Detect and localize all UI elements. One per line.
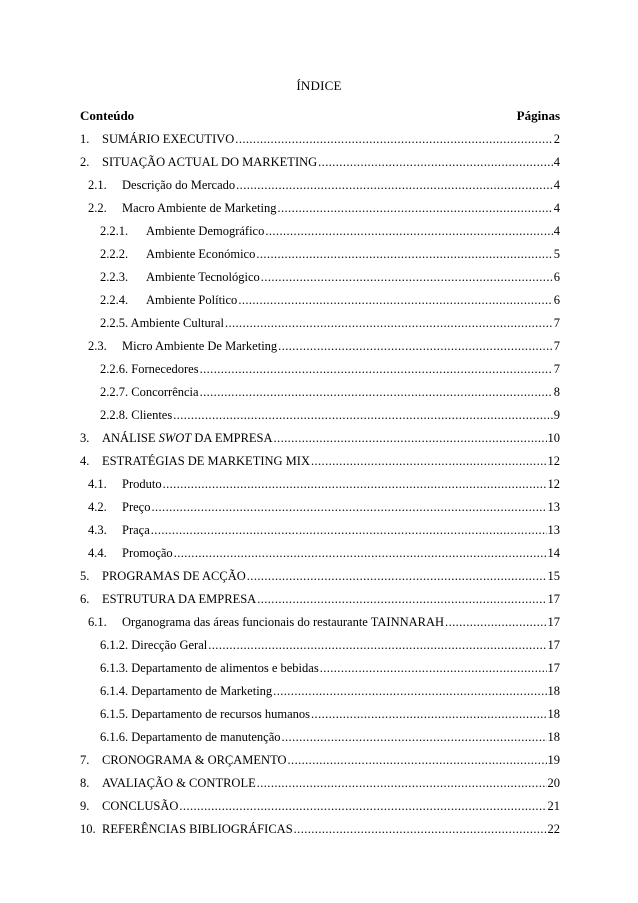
toc-entry-title	[102, 795, 178, 818]
toc-entry-title-text: ESTRUTURA DA EMPRESA	[102, 592, 257, 606]
toc-entry-title-text: Ambiente Tecnológico	[146, 270, 260, 284]
toc-dot-leader	[179, 795, 546, 818]
toc-dot-leader	[236, 174, 553, 197]
toc-entry-title	[122, 611, 444, 634]
toc-entry-title-text: CONCLUSÃO	[102, 799, 179, 813]
toc-entry-title	[100, 726, 281, 749]
toc-entry-title	[122, 335, 277, 358]
toc-entry-page: 22	[547, 822, 560, 836]
toc-dot-leader	[208, 634, 546, 657]
index-title: ÍNDICE	[296, 78, 342, 93]
toc-entry-number: 2.2.	[88, 201, 107, 215]
toc-entry-title	[122, 519, 150, 542]
toc-entry-page: 2	[553, 132, 560, 146]
toc-dot-leader	[173, 404, 553, 427]
toc-entry[interactable]	[80, 565, 560, 588]
toc-entry-title-text: Micro Ambiente De Marketing	[122, 339, 278, 353]
toc-entry-page: 6	[553, 293, 560, 307]
toc-entry-title-text: 6.1.2. Direcção Geral	[100, 638, 208, 652]
toc-entry[interactable]	[80, 818, 560, 841]
toc-entry-page: 10	[547, 431, 560, 445]
toc-entry-title	[102, 818, 293, 841]
toc-entry-number: 2.2.4.	[100, 293, 129, 307]
toc-entry[interactable]	[80, 128, 560, 151]
toc-dot-leader	[274, 427, 547, 450]
toc-dot-leader	[265, 220, 552, 243]
toc-entry-title-text: 6.1.3. Departamento de alimentos e bebidas	[100, 661, 319, 675]
toc-entry-title	[100, 312, 224, 335]
toc-dot-leader	[288, 749, 547, 772]
toc-entry-number: 6.1.	[88, 615, 107, 629]
toc-entry-title-text-suffix: DA EMPRESA	[191, 431, 273, 445]
toc-entry-title-text: REFERÊNCIAS BIBLIOGRÁFICAS	[102, 822, 293, 836]
toc-entry-number: 2.2.2.	[100, 247, 129, 261]
toc-entry[interactable]	[80, 772, 560, 795]
toc-dot-leader	[278, 335, 553, 358]
toc-entry-title	[122, 174, 235, 197]
toc-entry[interactable]	[80, 174, 560, 197]
toc-entry[interactable]	[80, 588, 560, 611]
toc-dot-leader	[311, 703, 546, 726]
toc-dot-leader	[261, 266, 553, 289]
toc-entry-title-text: 6.1.4. Departamento de Marketing	[100, 684, 273, 698]
toc-entry-page: 7	[553, 316, 560, 330]
toc-entry-page: 15	[547, 569, 560, 583]
toc-entry[interactable]	[80, 703, 560, 726]
toc-entry-title-text: Ambiente Económico	[146, 247, 256, 261]
toc-entry-page: 21	[547, 799, 560, 813]
toc-entry[interactable]	[80, 611, 560, 634]
toc-entry-page: 13	[547, 523, 560, 537]
toc-entry-title-text: PROGRAMAS DE ACÇÃO	[102, 569, 246, 583]
toc-entry-page: 13	[547, 500, 560, 514]
toc-entry[interactable]	[80, 496, 560, 519]
toc-entry-title-text: Preço	[122, 500, 151, 514]
toc-entry[interactable]	[80, 151, 560, 174]
toc-entry-page: 7	[553, 362, 560, 376]
toc-entry-number: 2.1.	[88, 178, 107, 192]
toc-entry-number: 1.	[80, 132, 90, 146]
toc-dot-leader	[200, 358, 553, 381]
toc-entry-title-text: Praça	[122, 523, 150, 537]
toc-dot-leader	[235, 128, 552, 151]
toc-entry-page: 17	[547, 615, 560, 629]
toc-dot-leader	[151, 519, 547, 542]
toc-entry-title-text: ANÁLISE	[102, 431, 159, 445]
toc-entry-title	[102, 128, 234, 151]
toc-entry[interactable]	[80, 795, 560, 818]
toc-entry-title	[100, 634, 207, 657]
table-of-contents	[80, 128, 560, 841]
toc-entry-title	[146, 243, 255, 266]
toc-entry-title	[146, 266, 260, 289]
toc-dot-leader	[200, 381, 553, 404]
toc-entry-title	[122, 542, 173, 565]
toc-entry[interactable]	[80, 404, 560, 427]
toc-dot-leader	[294, 818, 547, 841]
toc-entry-page: 19	[547, 753, 560, 767]
toc-entry-page: 20	[547, 776, 560, 790]
toc-entry[interactable]	[80, 634, 560, 657]
toc-entry-page: 12	[547, 477, 560, 491]
toc-entry-number: 7.	[80, 753, 90, 767]
toc-entry-title-text: 2.2.8. Clientes	[100, 408, 173, 422]
toc-dot-leader	[225, 312, 553, 335]
toc-entry-page: 4	[553, 155, 560, 169]
toc-entry[interactable]	[80, 358, 560, 381]
toc-entry[interactable]	[80, 312, 560, 335]
toc-entry-title	[102, 588, 256, 611]
toc-entry-page: 9	[553, 408, 560, 422]
toc-entry-title	[102, 151, 317, 174]
toc-entry-title-text: Organograma das áreas funcionais do restaurante TAINNARAH	[122, 615, 445, 629]
toc-entry-page: 7	[553, 339, 560, 353]
toc-dot-leader	[174, 542, 547, 565]
toc-entry-page: 18	[547, 730, 560, 744]
pages-label: Páginas	[516, 108, 560, 123]
toc-entry-title-text: SITUAÇÃO ACTUAL DO MARKETING	[102, 155, 318, 169]
toc-dot-leader	[256, 243, 552, 266]
toc-entry[interactable]	[80, 519, 560, 542]
toc-entry-page: 12	[547, 454, 560, 468]
toc-entry[interactable]	[80, 243, 560, 266]
toc-entry-title-text: Ambiente Político	[146, 293, 238, 307]
toc-dot-leader	[311, 450, 547, 473]
toc-entry[interactable]	[80, 220, 560, 243]
toc-entry-title-text: 6.1.5. Departamento de recursos humanos	[100, 707, 311, 721]
toc-entry-number: 4.3.	[88, 523, 107, 537]
toc-entry-number: 4.	[80, 454, 90, 468]
toc-entry-page: 8	[553, 385, 560, 399]
toc-entry-page: 18	[547, 707, 560, 721]
toc-entry-title-text: 2.2.5. Ambiente Cultural	[100, 316, 224, 330]
toc-entry-title	[102, 749, 287, 772]
toc-entry[interactable]	[80, 473, 560, 496]
toc-entry-page: 4	[553, 178, 560, 192]
toc-entry-number: 3.	[80, 431, 90, 445]
toc-dot-leader	[238, 289, 552, 312]
toc-entry-number: 4.2.	[88, 500, 107, 514]
toc-entry-title	[146, 220, 264, 243]
toc-dot-leader	[247, 565, 547, 588]
toc-dot-leader	[151, 496, 546, 519]
toc-entry-title	[102, 427, 273, 450]
toc-entry[interactable]	[80, 427, 560, 450]
toc-entry-title-text: Descrição do Mercado	[122, 178, 236, 192]
toc-dot-leader	[257, 772, 547, 795]
toc-entry-title	[102, 772, 256, 795]
toc-entry-title	[146, 289, 237, 312]
toc-entry[interactable]	[80, 266, 560, 289]
toc-entry-title	[100, 381, 199, 404]
toc-entry-page: 14	[547, 546, 560, 560]
toc-entry[interactable]	[80, 289, 560, 312]
toc-entry-title-text: Promoção	[122, 546, 173, 560]
toc-dot-leader	[273, 680, 546, 703]
toc-entry-title-emphasis: SWOT	[158, 431, 192, 445]
toc-entry-title-text: Ambiente Demográfico	[146, 224, 265, 238]
toc-entry-page: 6	[553, 270, 560, 284]
toc-entry-page: 17	[547, 661, 560, 675]
toc-entry-page: 17	[547, 592, 560, 606]
toc-entry-number: 5.	[80, 569, 90, 583]
toc-dot-leader	[318, 151, 553, 174]
toc-entry-number: 2.2.1.	[100, 224, 129, 238]
toc-entry-number: 4.1.	[88, 477, 107, 491]
toc-entry-title	[100, 703, 310, 726]
toc-entry-page: 17	[547, 638, 560, 652]
toc-entry[interactable]	[80, 381, 560, 404]
toc-entry[interactable]	[80, 657, 560, 680]
toc-entry[interactable]	[80, 542, 560, 565]
toc-entry-title	[102, 450, 310, 473]
toc-dot-leader	[257, 588, 546, 611]
toc-entry[interactable]	[80, 335, 560, 358]
toc-entry-title	[122, 473, 162, 496]
toc-entry-title	[100, 680, 272, 703]
toc-dot-leader	[320, 657, 547, 680]
toc-entry-title	[100, 657, 319, 680]
toc-entry-title	[100, 404, 172, 427]
toc-entry-title-text: 2.2.7. Concorrência	[100, 385, 199, 399]
toc-entry-title-text: SUMÁRIO EXECUTIVO	[102, 132, 235, 146]
toc-entry-number: 4.4.	[88, 546, 107, 560]
toc-entry-number: 8.	[80, 776, 90, 790]
contents-label: Conteúdo	[80, 108, 135, 123]
toc-dot-leader	[445, 611, 546, 634]
toc-entry-number: 10.	[80, 822, 96, 836]
toc-entry-number: 2.2.3.	[100, 270, 129, 284]
toc-entry-number: 9.	[80, 799, 90, 813]
toc-entry-title-text: 6.1.6. Departamento de manutenção	[100, 730, 281, 744]
toc-entry-title	[100, 358, 199, 381]
toc-entry-title-text: Produto	[122, 477, 162, 491]
toc-entry-title-text: AVALIAÇÃO & CONTROLE	[102, 776, 256, 790]
toc-dot-leader	[282, 726, 547, 749]
toc-entry-title-text: ESTRATÉGIAS DE MARKETING MIX	[102, 454, 310, 468]
toc-entry-page: 4	[553, 224, 560, 238]
toc-entry-title-text: Macro Ambiente de Marketing	[122, 201, 277, 215]
toc-entry-title	[122, 496, 150, 519]
toc-entry[interactable]	[80, 749, 560, 772]
toc-entry-page: 5	[553, 247, 560, 261]
toc-entry-number: 2.	[80, 155, 90, 169]
toc-dot-leader	[277, 197, 552, 220]
toc-header	[80, 108, 560, 124]
toc-entry-number: 2.3.	[88, 339, 107, 353]
toc-entry-page: 4	[553, 201, 560, 215]
toc-entry[interactable]	[80, 450, 560, 473]
toc-entry-page: 18	[547, 684, 560, 698]
toc-entry-title	[102, 565, 246, 588]
toc-entry-title-text: 2.2.6. Fornecedores	[100, 362, 199, 376]
toc-entry-title-text: CRONOGRAMA & ORÇAMENTO	[102, 753, 287, 767]
toc-entry[interactable]	[80, 726, 560, 749]
toc-entry[interactable]	[80, 680, 560, 703]
toc-entry[interactable]	[80, 197, 560, 220]
toc-entry-title	[122, 197, 276, 220]
toc-dot-leader	[163, 473, 547, 496]
toc-entry-number: 6.	[80, 592, 90, 606]
